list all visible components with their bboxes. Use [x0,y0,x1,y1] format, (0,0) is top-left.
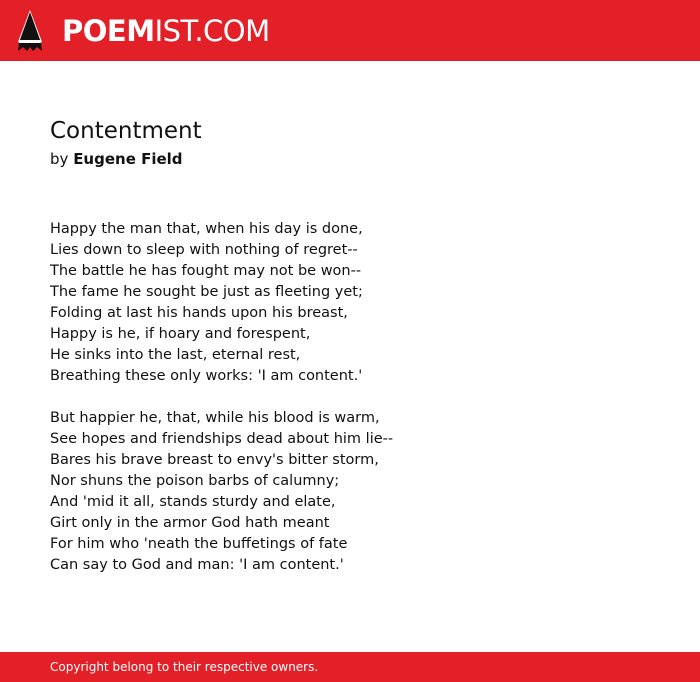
by-label: by [50,150,69,168]
poem-byline [50,148,183,170]
poem-line: Folding at last his hands upon his breast, [50,305,348,321]
poem-line: Lies down to sleep with nothing of regret-- [50,242,358,258]
poem-line: Bares his brave breast to envy's bitter storm, [50,452,379,468]
site-footer [0,652,700,682]
copyright-text: Copyright belong to their respective owners. [50,660,319,674]
poem-line: Happy the man that, when his day is done, [50,221,363,237]
poem-title: Contentment [50,118,202,144]
site-logo[interactable] [62,12,270,50]
logo-bold-text: POEM [62,14,155,48]
poem-line: The fame he sought be just as fleeting yet; [50,284,363,300]
poem-line: But happier he, that, while his blood is warm, [50,410,380,426]
poem-line: The battle he has fought may not be won-- [50,263,362,279]
poem-line: Nor shuns the poison barbs of calumny; [50,473,340,489]
poem-line: See hopes and friendships dead about him lie-- [50,431,394,447]
poem-line: Breathing these only works: 'I am content.' [50,368,363,384]
stanza [50,219,393,387]
poem-line: Can say to God and man: 'I am content.' [50,557,344,573]
pencil-logo-icon[interactable] [16,10,44,52]
poem-body [50,219,393,597]
poem-line: Girt only in the armor God hath meant [50,515,330,531]
poem-line: And 'mid it all, stands sturdy and elate, [50,494,336,510]
logo-light-text: IST.COM [154,14,270,48]
poem-author[interactable]: Eugene Field [73,150,183,168]
site-header [0,0,700,61]
poem-line: Happy is he, if hoary and forespent, [50,326,311,342]
stanza [50,408,393,576]
poem-line: He sinks into the last, eternal rest, [50,347,301,363]
poem-line: For him who 'neath the buffetings of fate [50,536,348,552]
